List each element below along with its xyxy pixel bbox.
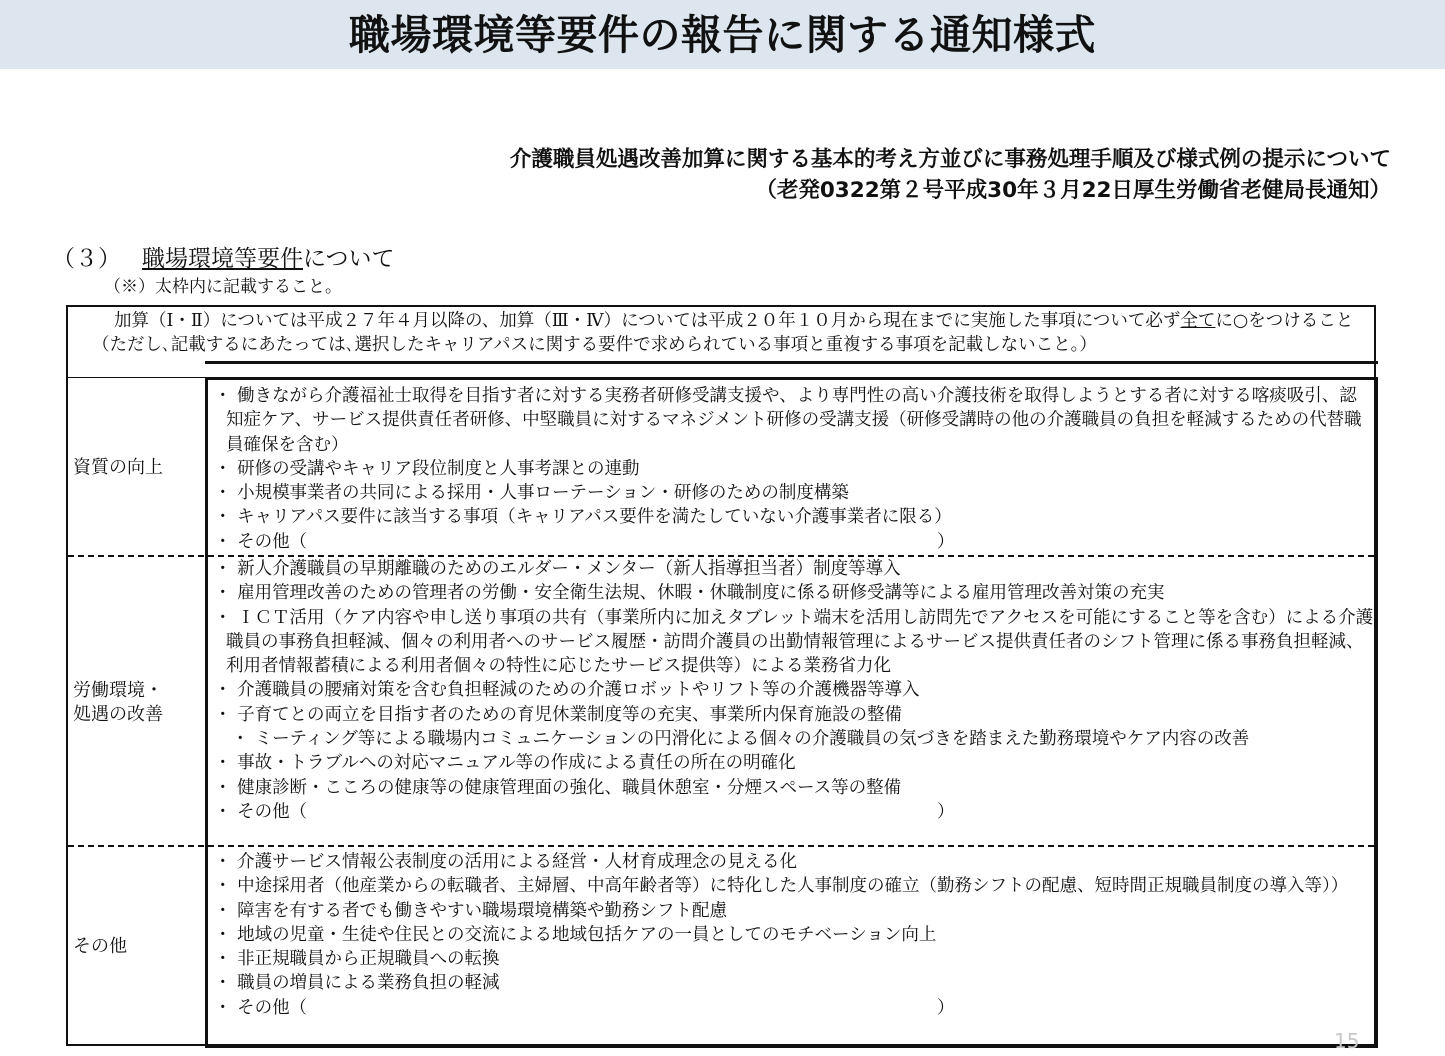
category-items-working-environment	[214, 557, 1374, 824]
header-separator	[68, 377, 205, 378]
list-item: ・ 職員の増員による業務負担の軽減	[214, 973, 500, 994]
section-note: （※）太枠内に記載すること。	[104, 277, 342, 297]
list-item: ・ その他（ ）	[214, 801, 955, 822]
list-item: ・ 子育てとの両立を目指す者のための育児休業制度等の充実、事業所内保育施設の整備	[214, 704, 903, 725]
requirements-table	[66, 305, 1376, 1046]
category-label-other: その他	[73, 936, 127, 957]
section-heading-underlined: 職場環境等要件	[142, 246, 303, 272]
reference-line-1: 介護職員処遇改善加算に関する基本的考え方並びに事務処理手順及び様式例の提示について	[509, 147, 1391, 172]
list-item: ・ 働きながら介護福祉士取得を目指す者に対する実務者研修受講支援や、より専門性の高い介護技術を取得しようとする者に対する喀痰吸引、認知症ケア、サービス提供責任者研修、中堅職員に対するマネジメント研修の受講支援（研修受講時の他の介護職員の負担を軽減するための代替職員確保を含む）	[214, 386, 1362, 455]
section-heading-rest: について	[303, 246, 395, 272]
list-item: ・ 雇用管理改善のための管理者の労働・安全衛生法規、休暇・休職制度に係る研修受講等による雇用管理改善対策の充実	[214, 583, 1165, 604]
list-item: ・ 研修の受講やキャリア段位制度と人事考課との連動	[214, 458, 640, 479]
list-item: ・ その他（ ）	[214, 531, 955, 552]
list-item: ・ 障害を有する者でも働きやすい職場環境構築や勤務シフト配慮	[214, 900, 728, 921]
category-label-working-environment: 労働環境・ 処遇の改善	[73, 680, 163, 725]
category-items-other	[214, 850, 1374, 1020]
list-item: ・ 事故・トラブルへの対応マニュアル等の作成による責任の所在の明確化	[214, 753, 796, 774]
category-label-quality: 資質の向上	[73, 457, 163, 478]
category-items-quality	[214, 384, 1374, 554]
list-item: ・ 非正規職員から正規職員への転換	[214, 949, 500, 970]
intro-text-part1: 加算（Ⅰ・Ⅱ）については平成２７年４月以降の、加算（Ⅲ・Ⅳ）については平成２０年１０月から現在までに実施した事項について必ず	[114, 311, 1181, 331]
list-item: ・ 介護サービス情報公表制度の活用による経営・人材育成理念の見える化	[214, 852, 798, 872]
list-item: ・ その他（ ）	[214, 997, 955, 1018]
list-item: ・ ＩＣＴ活用（ケア内容や申し送り事項の共有（事業所内に加えタブレット端末を活用し訪問先でアクセスを可能にすること等を含む）による介護職員の事務負担軽減、個々の利用者へのサービス履歴・訪問介護員の出勤情報管理によるサービス提供責任者のシフト管理に係る事務負担軽減、利用者情報蓄積による利用者個々の特性に応じたサービス提供等）による業務省力化	[214, 607, 1374, 677]
reference-line-2: （老発0322第２号平成30年３月22日厚生労働省老健局長通知）	[755, 178, 1391, 203]
list-item: ・ キャリアパス要件に該当する事項（キャリアパス要件を満たしていない介護事業者に限る）	[214, 507, 952, 528]
list-item: ・ 小規模事業者の共同による採用・人事ローテーション・研修のための制度構築	[214, 483, 849, 504]
list-item: ・ 介護職員の腰痛対策を含む負担軽減のための介護ロボットやリフト等の介護機器等導入	[214, 680, 920, 701]
row-divider	[68, 845, 1374, 847]
section-number: （３）	[52, 246, 121, 272]
section-heading	[52, 244, 395, 274]
list-item: ・ ミーティング等による職場内コミュニケーションの円滑化による個々の介護職員の気づきを踏まえた勤務環境やケア内容の改善	[214, 729, 1250, 750]
thick-frame-top-rule	[205, 361, 1378, 364]
list-item: ・ 健康診断・こころの健康等の健康管理面の強化、職員休憩室・分煙スペース等の整備	[214, 777, 902, 798]
list-item: ・ 新人介護職員の早期離職のためのエルダー・メンター（新人指導担当者）制度等導入	[214, 559, 901, 579]
intro-text-underlined: 全て	[1180, 311, 1216, 331]
intro-text-part2: に○をつけること（ただし､記載するにあたっては､選択したキャリアパスに関する要件で求められている事項と重複する事項を記載しないこと。）	[92, 311, 1354, 355]
page-number: 15	[1334, 1029, 1360, 1053]
page-title: 職場環境等要件の報告に関する通知様式	[349, 11, 1096, 59]
list-item: ・ 地域の児童・生徒や住民との交流による地域包括ケアの一員としてのモチベーション向上	[214, 924, 937, 945]
intro-text	[92, 309, 1364, 357]
list-item: ・ 中途採用者（他産業からの転職者、主婦層、中高年齢者等）に特化した人事制度の確立（勤務シフトの配慮、短時間正規職員制度の導入等））	[214, 876, 1349, 897]
